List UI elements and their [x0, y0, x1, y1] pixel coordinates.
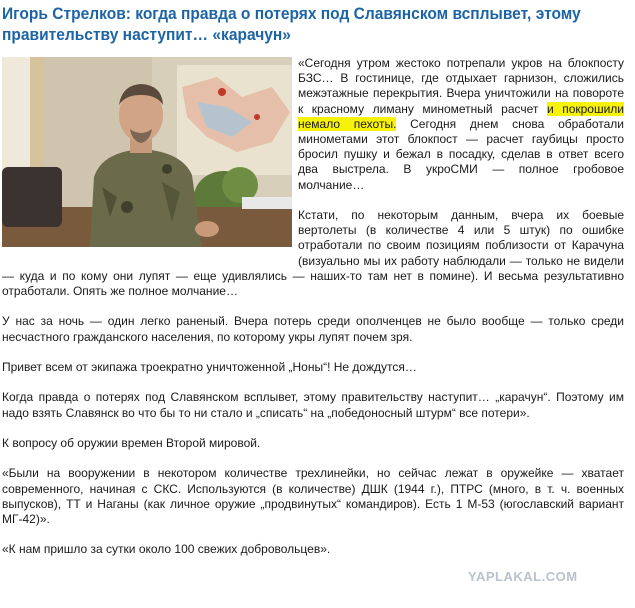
highlighted-text: и покрошили немало пехоты. [298, 101, 624, 131]
p1-text-after: Сегодня днем снова обработали минометами этот блокпост — расчет гаубицы просто бросил пушку и бежал в посадку, сделав в ответ всего два выстрела. В укроСМИ — полное гробовое молчание… [298, 116, 624, 192]
article-body [2, 56, 624, 573]
paragraph-3: У нас за ночь — один легко раненый. Вчера потерь среди ополченцев не было вообще — только среди несчастного гражданского населения, по которому укры лупят почем зря. [2, 314, 624, 344]
paragraph-5: Когда правда о потерях под Славянском всплывет, этому правительству наступит… „карачун“. Поэтому им надо взять Славянск во что бы то ни стало и „списать“ на „победоносный штурм“ все потери». [2, 390, 624, 420]
article-title[interactable]: Игорь Стрелков: когда правда о потерях под Славянском всплывет, этому правительству наступит… «карачун» [2, 5, 581, 44]
paragraph-4: Привет всем от экипажа троекратно уничтоженной „Ноны“! Не дождутся… [2, 360, 417, 375]
paragraph-8: «К нам пришло за сутки около 100 свежих добровольцев». [2, 542, 331, 557]
photo-spacer [2, 56, 298, 264]
p1-text-before: «Сегодня утром жестоко потрепали укров на блокпосту БЗС… В гостинице, где отдыхает гарнизон, сложились межэтажные перекрытия. Вчера уничтожили на повороте к красному лиману минометный расчет [298, 56, 624, 116]
site-watermark: YAPLAKAL.COM [468, 569, 578, 584]
paragraph-2: Кстати, по некоторым данным, вчера их боевые вертолеты (в количестве 4 или 5 штук) по ошибке отработали по своим позициям поблизости от Карачуна (визуально мы их работу наблюдали — только не видели — куда и по кому они лупят — еще удивлялись — наших-то там нет в помине). И весьма результативно отработали. Опять же полное молчание… [2, 208, 624, 299]
paragraph-7: «Были на вооружении в некотором количестве трехлинейки, но сейчас лежат в оружейке — хватает современного, начиная с СКС. Используются (в количестве) ДШК (1944 г.), ПТРС (много, в т. ч. военных выпусков), ТТ и Наганы (как личное оружие „продвинутых“ командиров). Есть 1 М-53 (югославский вариант МГ-42)». [2, 466, 624, 526]
paragraph-6: К вопросу об оружии времен Второй мировой. [2, 436, 261, 450]
